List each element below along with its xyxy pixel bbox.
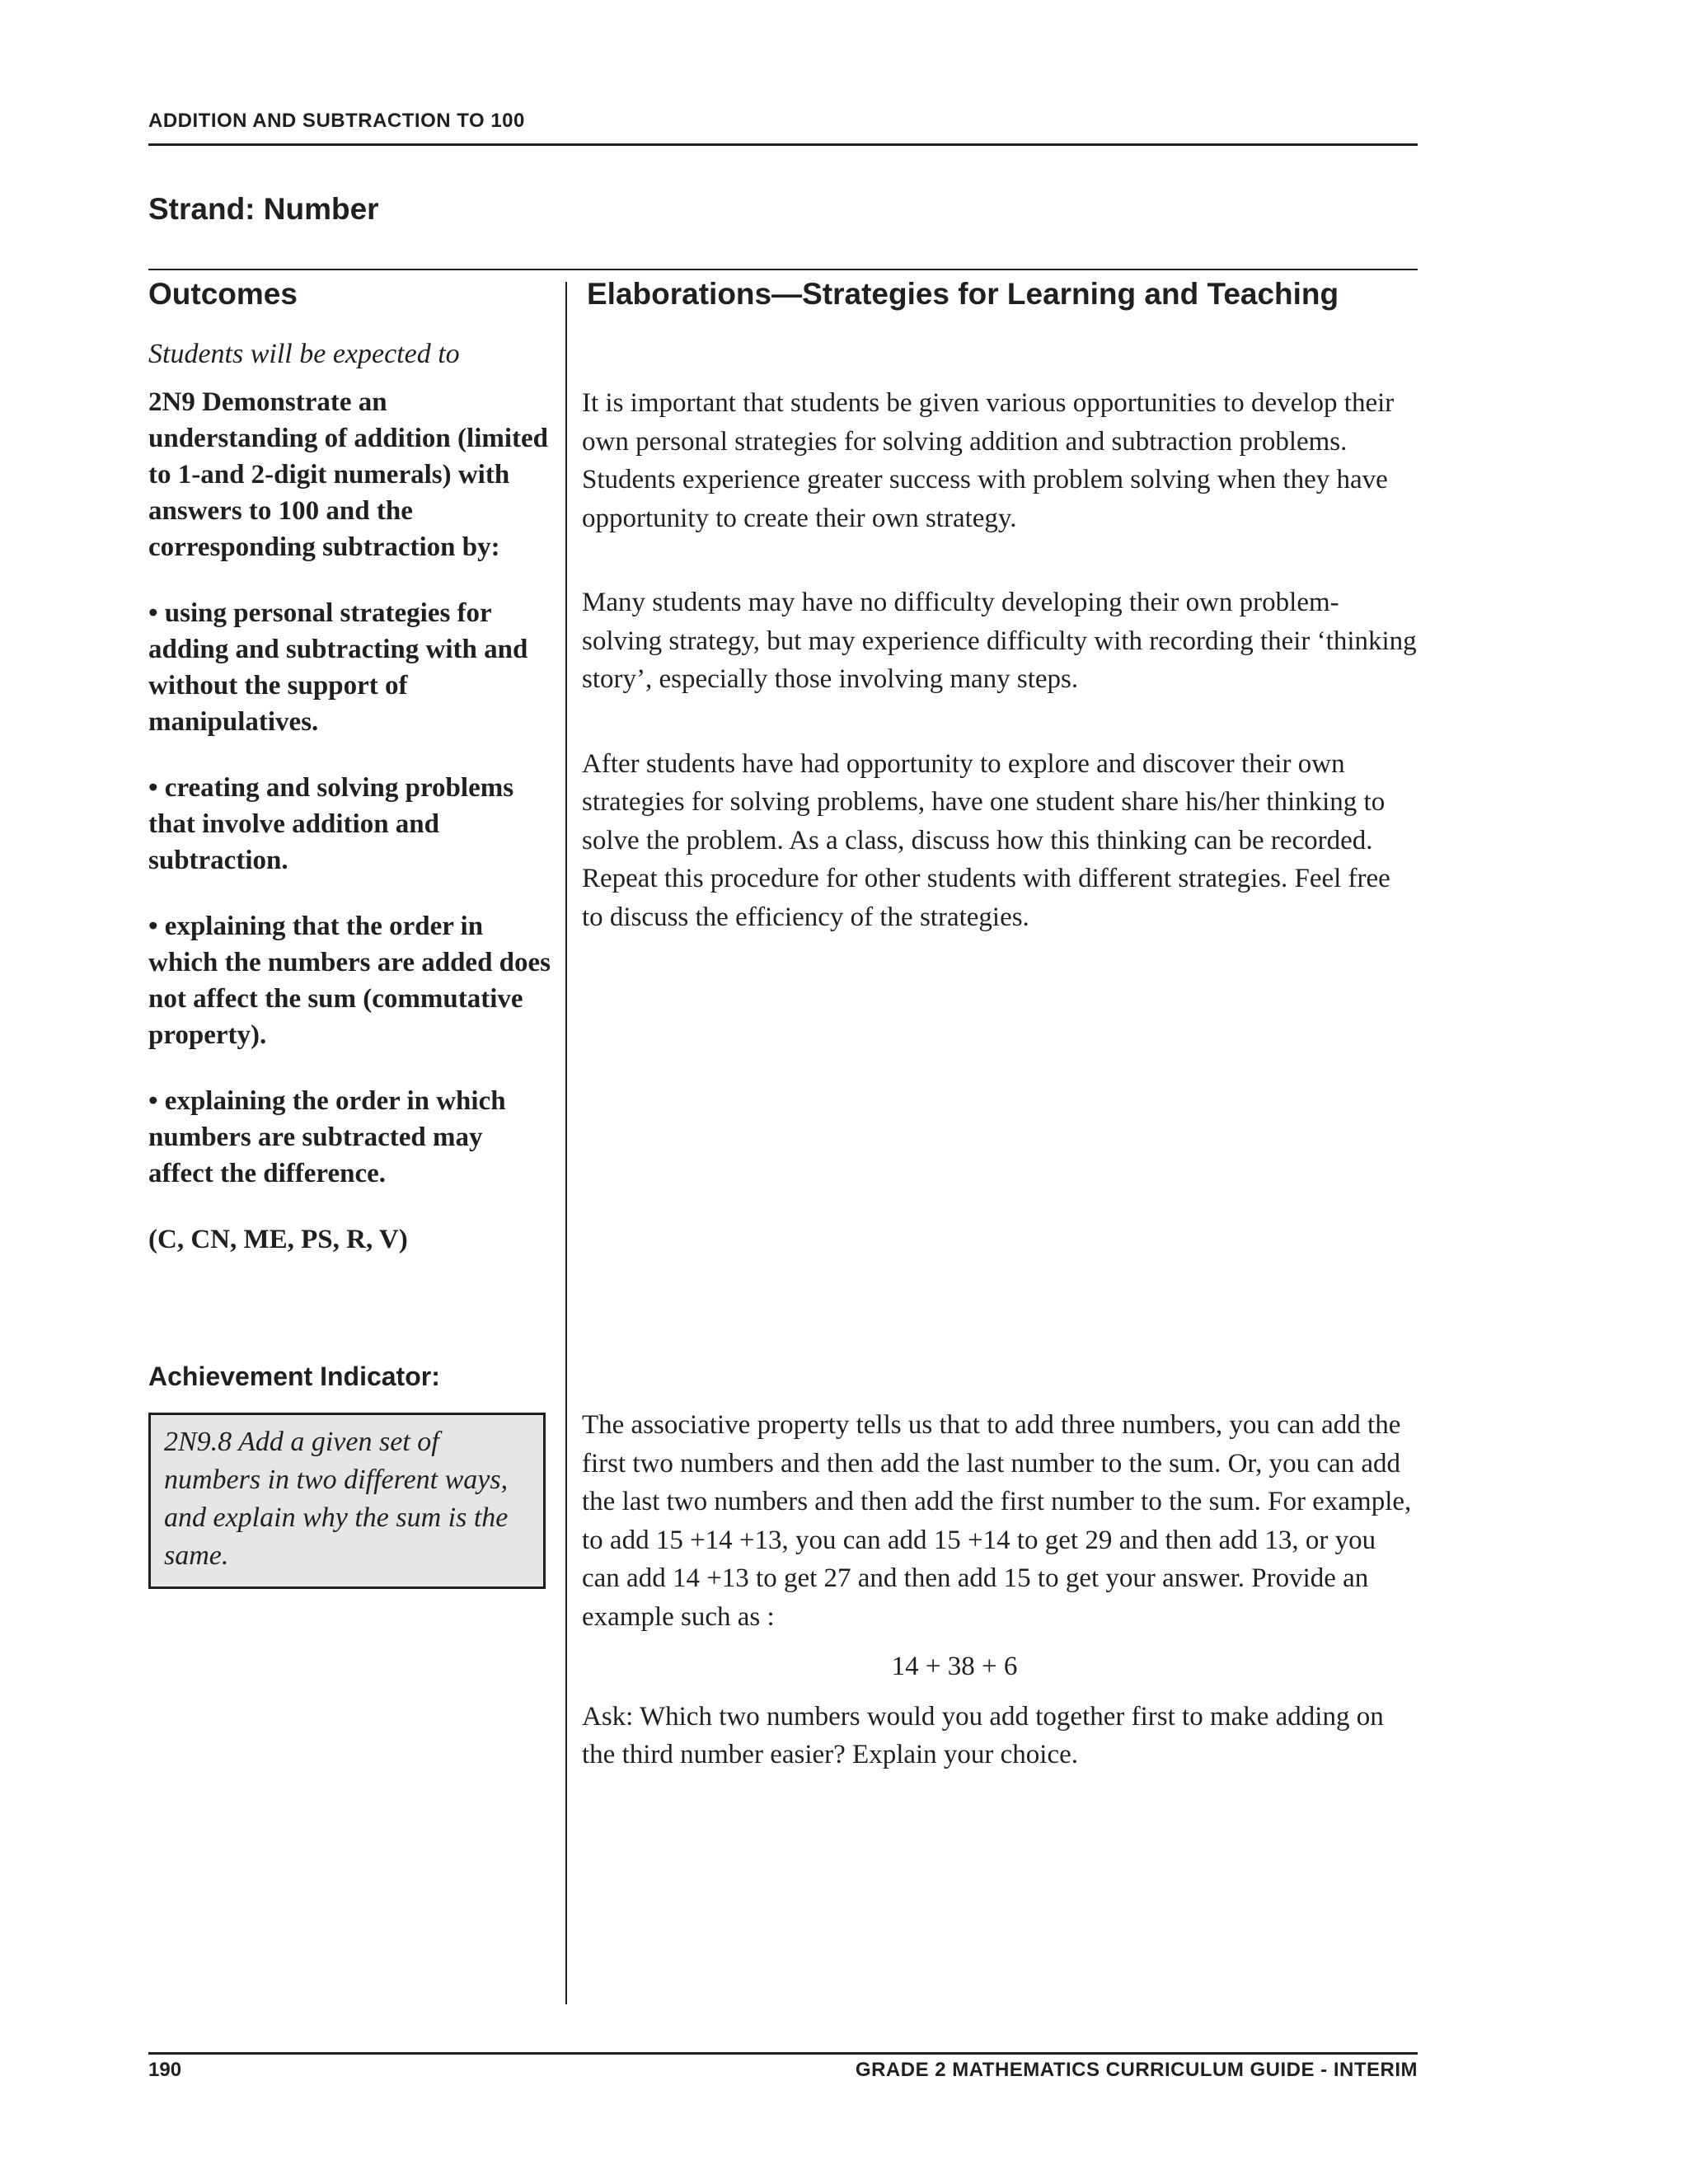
example-expression: 14 + 38 + 6: [891, 1652, 1018, 1681]
outcomes-column: [148, 336, 552, 1258]
elaborations-column: [582, 384, 1418, 936]
strand-title: Strand: Number: [148, 192, 379, 226]
achievement-indicator-box: 2N9.8 Add a given set of numbers in two different ways, and explain why the sum is the same.: [148, 1413, 546, 1589]
associative-paragraph: The associative property tells us that to add three numbers, you can add the first two numbers and then add the last number to the sum. Or, you can add the last two numbers and then add the first number to the sum. For example, to add 15 +14 +13, you can add 15 +14 to get 29 and then add 13, or you can add 14 +13 to get 27 and then add 15 to get your answer. Provide an example such as :: [582, 1410, 1412, 1632]
outcome-bullet: • creating and solving problems that involve addition and subtraction.: [148, 773, 514, 875]
page-number: 190: [148, 2059, 182, 2081]
elaboration-paragraph: It is important that students be given various opportunities to develop their own personal strategies for solving addition and subtraction problems. Students experience greater success with problem solving when they have opportunity to create their own strategy.: [582, 388, 1395, 533]
top-rule: [148, 143, 1418, 146]
ask-paragraph: Ask: Which two numbers would you add together first to make adding on the third number easier? Explain your choice.: [582, 1701, 1384, 1769]
column-header-rule: [148, 269, 1418, 270]
outcome-bullet: • using personal strategies for adding and subtracting with and without the support of manipulatives.: [148, 598, 528, 737]
elaboration-paragraph: After students have had opportunity to explore and discover their own strategies for solving problems, have one student share his/her thinking to solve the problem. As a class, discuss how this thinking can be recorded. Repeat this procedure for other students with different strategies. Feel free to discuss the efficiency of the strategies.: [582, 748, 1390, 932]
column-divider: [565, 282, 567, 2004]
outcome-lead: 2N9 Demonstrate an understanding of addition (limited to 1-and 2-digit numerals) with answers to 100 and the corresponding subtraction by:: [148, 387, 549, 562]
associative-section: [582, 1406, 1418, 1774]
elaboration-paragraph: Many students may have no difficulty developing their own problem-solving strategy, but may experience difficulty with recording their ‘thinking story’, especially those involving many steps.: [582, 588, 1417, 694]
running-head: ADDITION AND SUBTRACTION TO 100: [148, 110, 525, 132]
bottom-rule: [148, 2052, 1418, 2055]
process-codes: (C, CN, ME, PS, R, V): [148, 1225, 408, 1254]
footer-title: GRADE 2 MATHEMATICS CURRICULUM GUIDE - INTERIM: [855, 2059, 1418, 2081]
outcome-bullet: • explaining the order in which numbers are subtracted may affect the difference.: [148, 1086, 506, 1188]
expected-label: Students will be expected to: [148, 339, 460, 369]
elaborations-heading: Elaborations—Strategies for Learning and Teaching: [587, 277, 1339, 311]
outcomes-heading: Outcomes: [148, 277, 298, 311]
achievement-heading: Achievement Indicator:: [148, 1361, 440, 1391]
outcome-bullet: • explaining that the order in which the numbers are added does not affect the sum (commutative property).: [148, 912, 551, 1050]
